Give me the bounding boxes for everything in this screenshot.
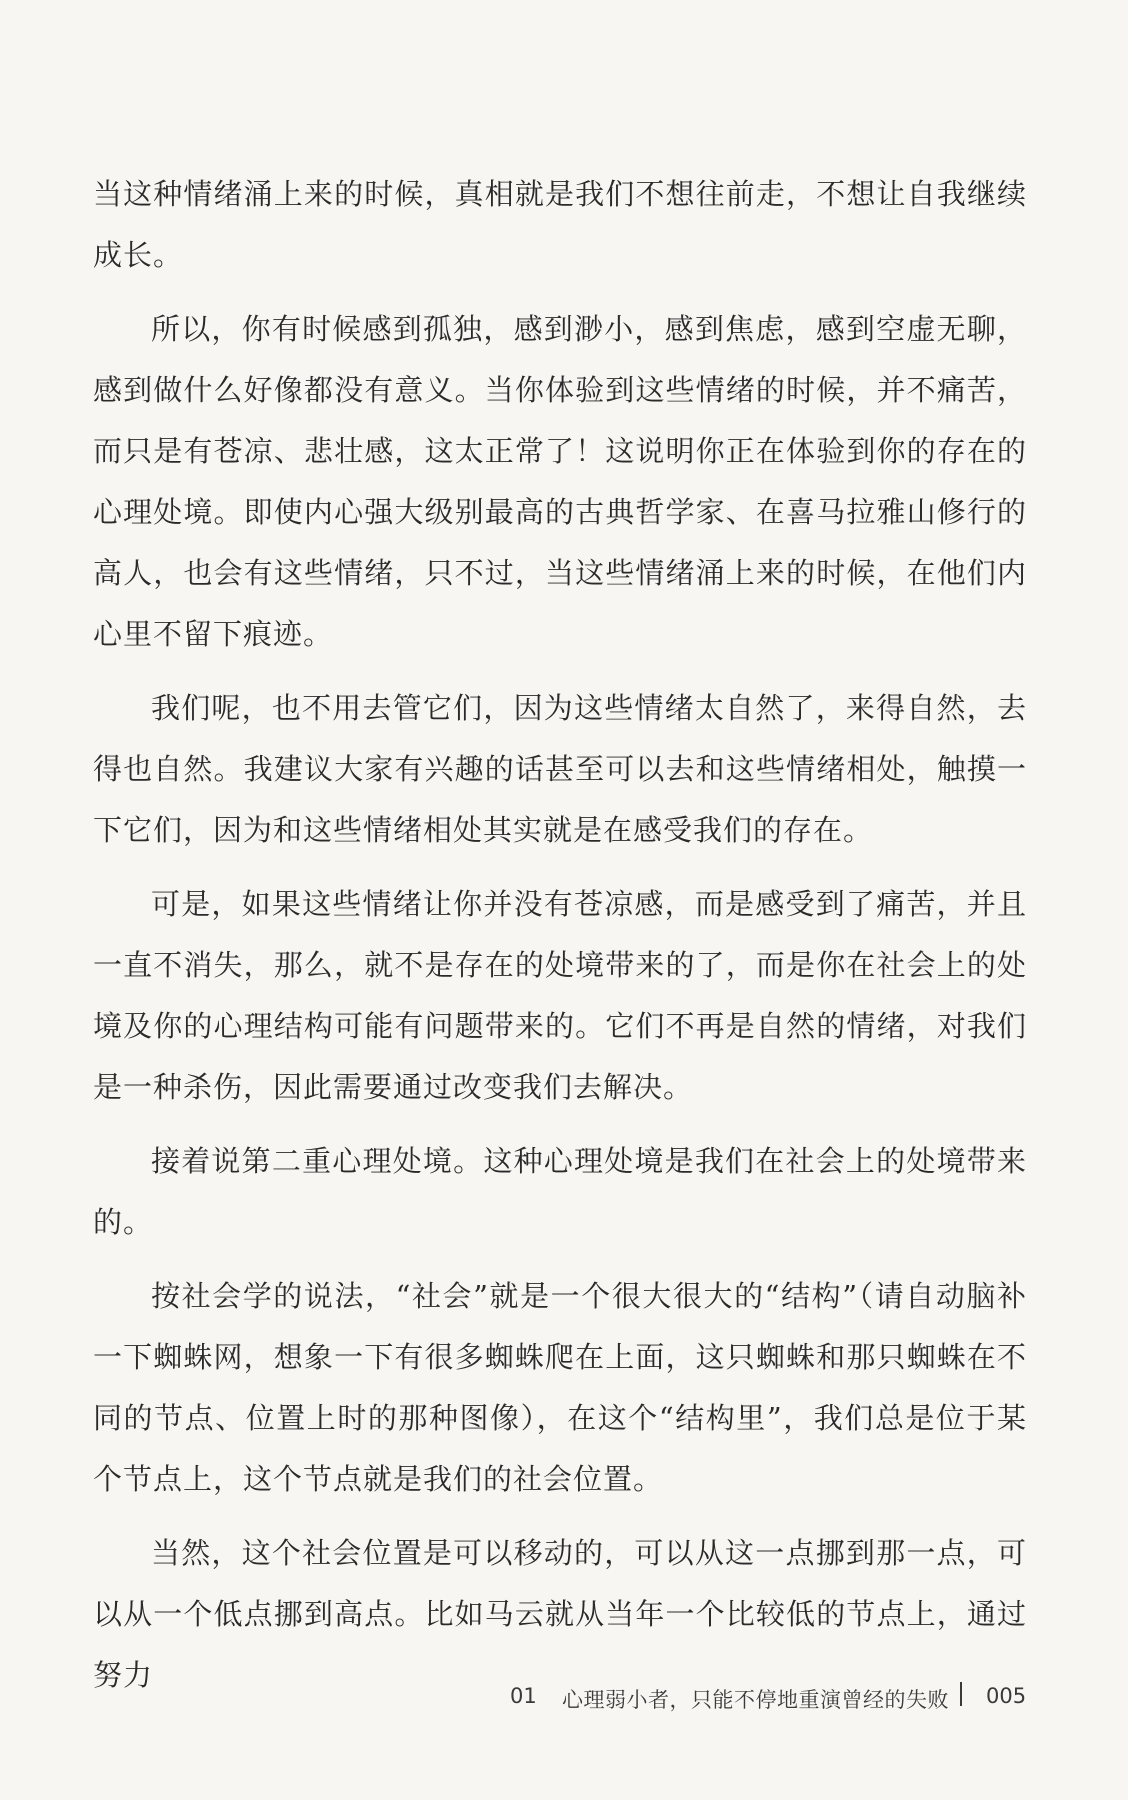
page-footer — [0, 1676, 1027, 1716]
body-text — [93, 164, 1027, 1719]
chapter-title: 心理弱小者，只能不停地重演曾经的失败 — [562, 1688, 949, 1712]
paragraph-7: 当然，这个社会位置是可以移动的，可以从这一点挪到那一点，可以从一个低点挪到高点。比如马云就从当年一个比较低的节点上，通过努力 — [93, 1536, 1027, 1692]
paragraph-4: 可是，如果这些情绪让你并没有苍凉感，而是感受到了痛苦，并且一直不消失，那么，就不是存在的处境带来的了，而是你在社会上的处境及你的心理结构可能有问题带来的。它们不再是自然的情绪，对我们是一种杀伤，因此需要通过改变我们去解决。 — [93, 887, 1027, 1104]
footer-divider — [960, 1682, 962, 1706]
paragraph-3: 我们呢，也不用去管它们，因为这些情绪太自然了，来得自然，去得也自然。我建议大家有兴趣的话甚至可以去和这些情绪相处，触摸一下它们，因为和这些情绪相处其实就是在感受我们的存在。 — [93, 691, 1027, 847]
paragraph-5: 接着说第二重心理处境。这种心理处境是我们在社会上的处境带来的。 — [93, 1144, 1027, 1239]
paragraph-1: 当这种情绪涌上来的时候，真相就是我们不想往前走，不想让自我继续成长。 — [93, 177, 1027, 272]
paragraph-6: 按社会学的说法，“社会”就是一个很大很大的“结构”（请自动脑补一下蜘蛛网，想象一下有很多蜘蛛爬在上面，这只蜘蛛和那只蜘蛛在不同的节点、位置上时的那种图像），在这个“结构里”，我们总是位于某个节点上，这个节点就是我们的社会位置。 — [93, 1279, 1027, 1496]
page-number: 005 — [986, 1684, 1027, 1708]
chapter-number: 01 — [510, 1684, 537, 1708]
paragraph-2: 所以，你有时候感到孤独，感到渺小，感到焦虑，感到空虚无聊，感到做什么好像都没有意义。当你体验到这些情绪的时候，并不痛苦，而只是有苍凉、悲壮感，这太正常了！这说明你正在体验到你的存在的心理处境。即使内心强大级别最高的古典哲学家、在喜马拉雅山修行的高人，也会有这些情绪，只不过，当这些情绪涌上来的时候，在他们内心里不留下痕迹。 — [93, 312, 1027, 651]
